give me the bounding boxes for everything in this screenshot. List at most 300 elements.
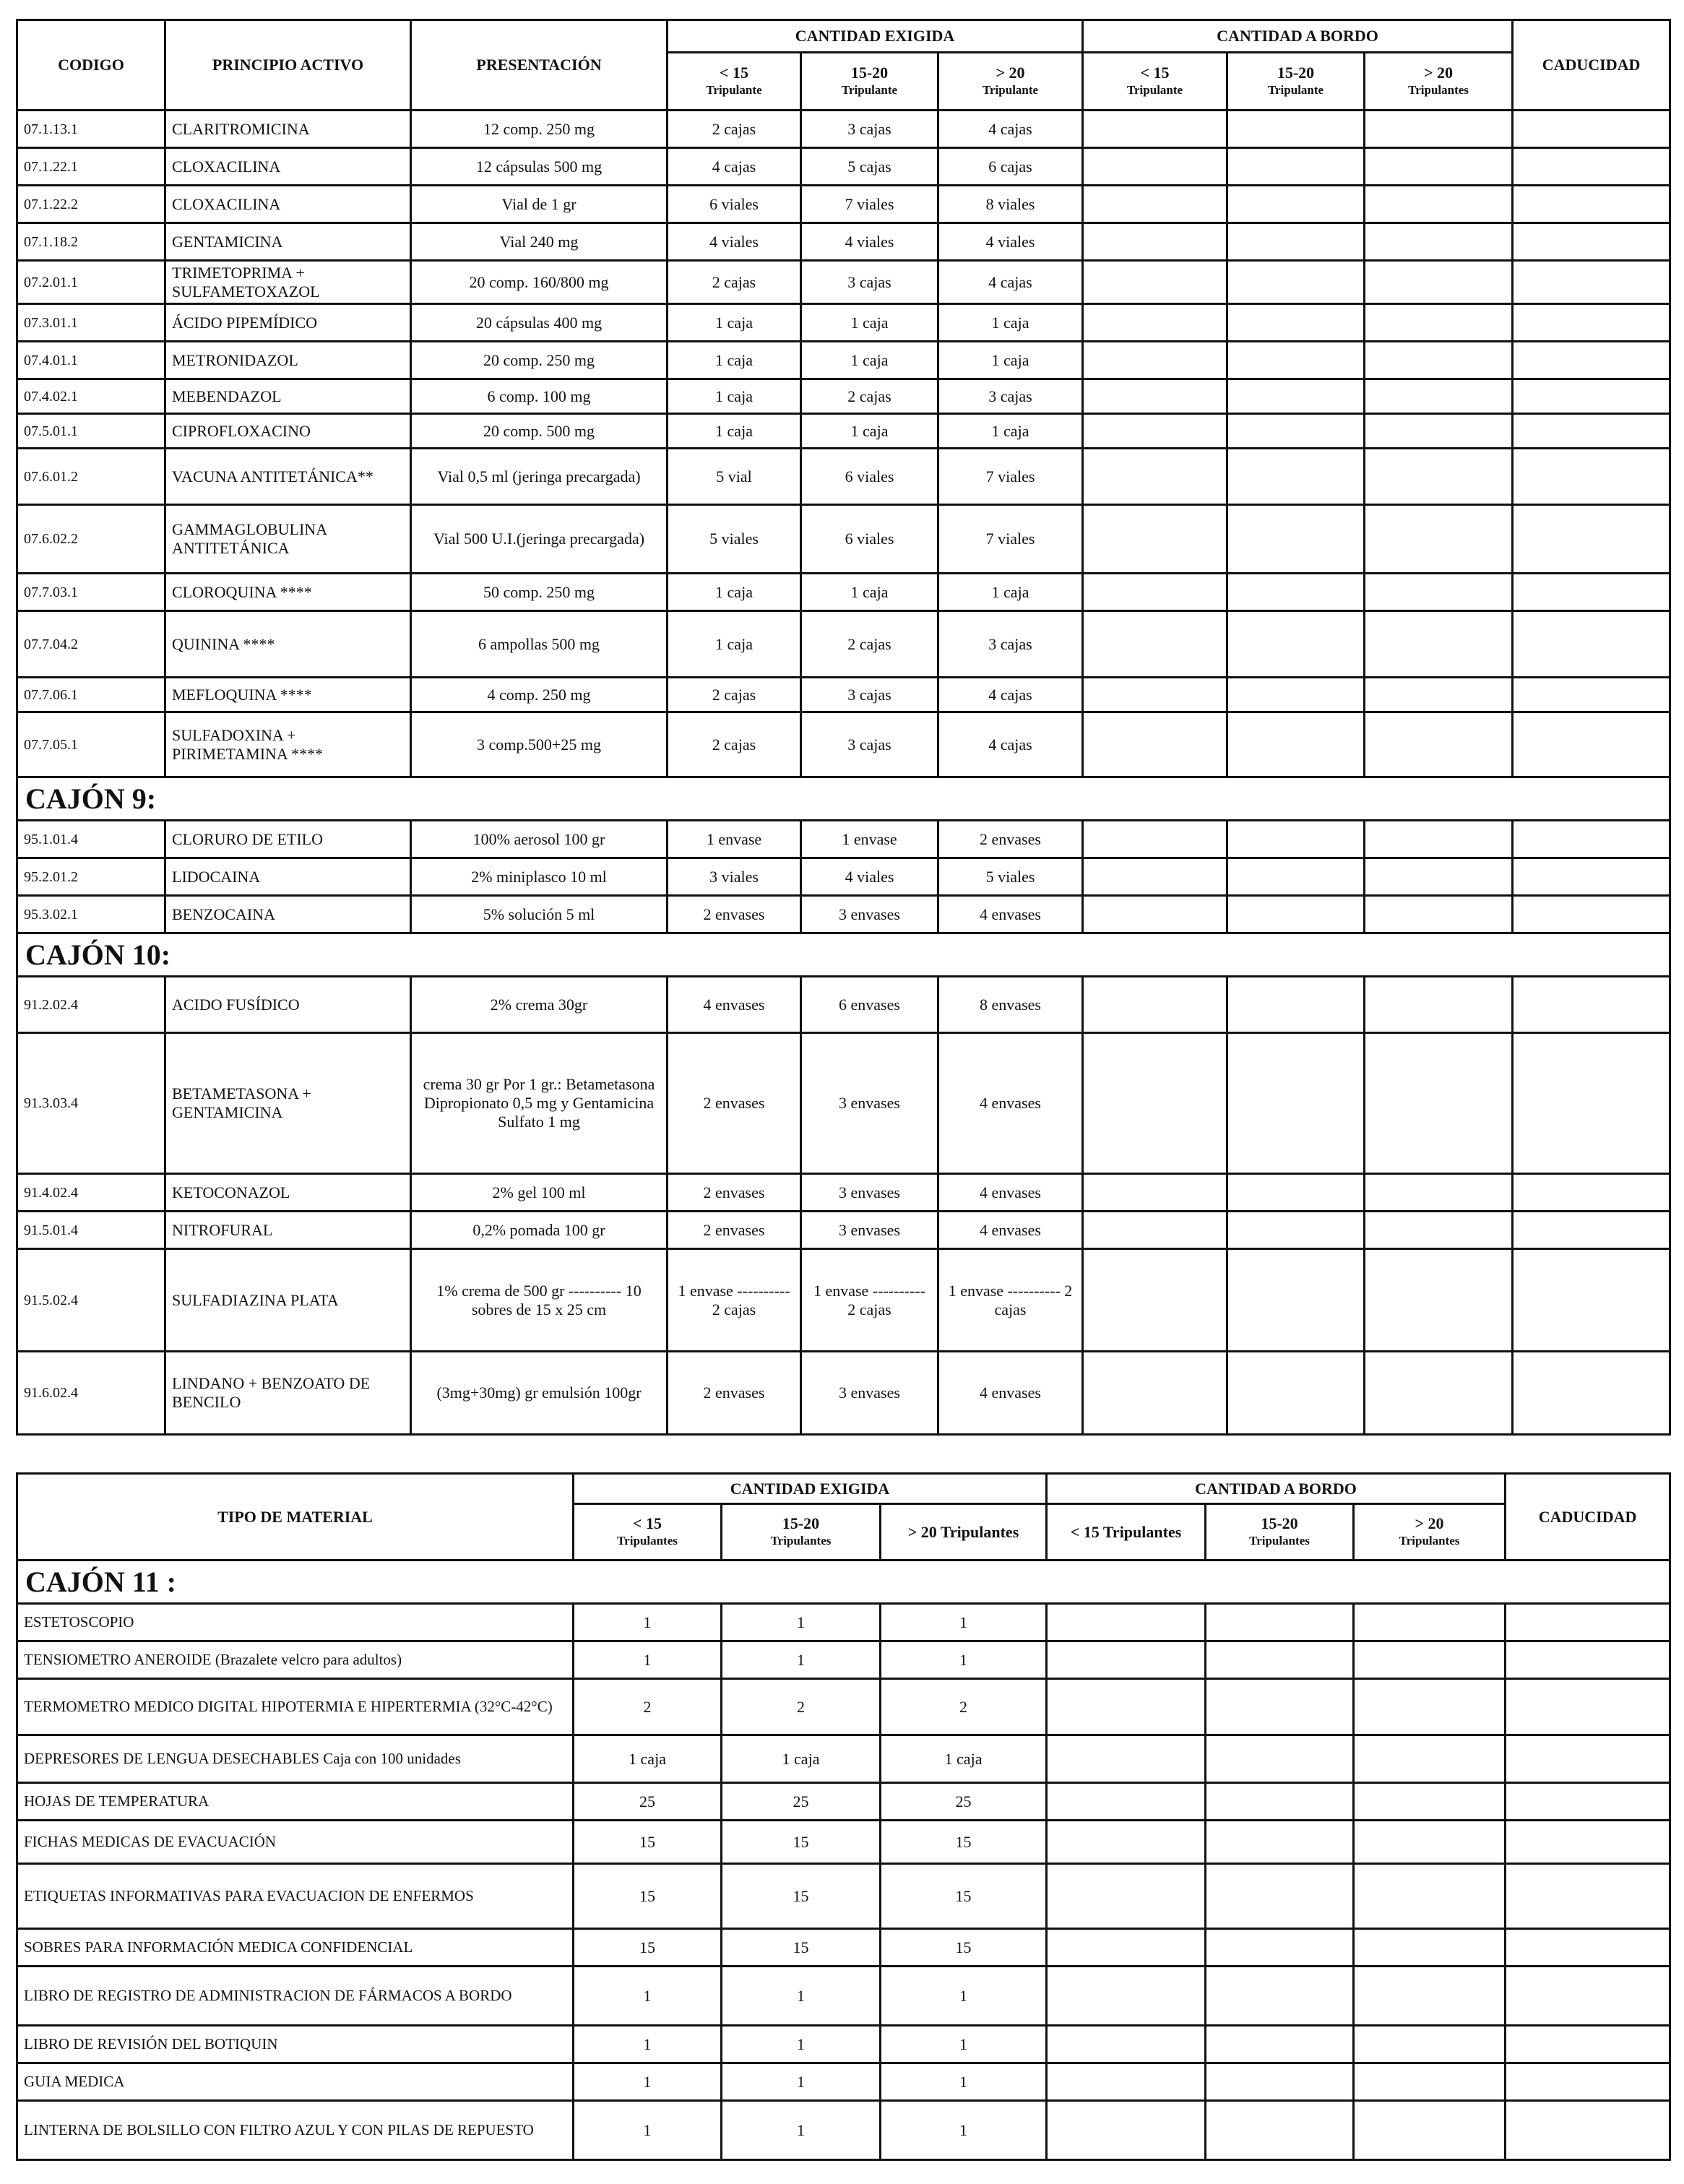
abordo-lt15-cell[interactable] [1083,414,1227,449]
exigida-lt15-cell: 2 cajas [668,678,801,712]
abordo-gt20-cell[interactable] [1354,1679,1506,1735]
caducidad-cell[interactable] [1513,414,1670,449]
abordo-gt20-cell[interactable] [1354,1641,1506,1679]
table-row [17,2101,1670,2160]
header-abordo-lt15: < 15 Tripulante [1083,53,1227,111]
exigida-15-20-cell: 25 [722,1783,881,1821]
abordo-lt15-cell[interactable] [1083,449,1227,505]
principio-cell: QUININA **** [165,611,411,678]
table-row [17,379,1670,414]
caducidad-cell[interactable] [1513,896,1670,933]
abordo-gt20-cell[interactable] [1365,821,1513,858]
header-exigida-15-20: 15-20 Tripulantes [722,1504,881,1561]
abordo-15-20-cell[interactable] [1206,1735,1354,1783]
table-row [17,342,1670,379]
code-cell: 07.5.01.1 [17,414,165,449]
code-cell: 07.4.02.1 [17,379,165,414]
abordo-lt15-cell[interactable] [1083,186,1227,223]
abordo-gt20-cell[interactable] [1365,712,1513,777]
abordo-15-20-cell[interactable] [1227,505,1365,574]
presentacion-cell: 6 ampollas 500 mg [411,611,668,678]
exigida-15-20-cell: 5 cajas [801,148,938,186]
table-row [17,111,1670,148]
abordo-gt20-cell[interactable] [1354,2026,1506,2063]
abordo-gt20-cell[interactable] [1365,414,1513,449]
section-cajon-11: CAJÓN 11 : [17,1561,1670,1604]
exigida-gt20-cell: 1 [881,1967,1047,2026]
exigida-lt15-cell: 2 cajas [668,261,801,304]
table-row [17,977,1670,1033]
caducidad-cell[interactable] [1506,1604,1670,1641]
header-codigo: CODIGO [17,20,165,111]
abordo-gt20-cell[interactable] [1365,1212,1513,1249]
abordo-15-20-cell[interactable] [1227,261,1365,304]
abordo-15-20-cell[interactable] [1227,821,1365,858]
code-cell: 07.1.22.1 [17,148,165,186]
caducidad-cell[interactable] [1506,1929,1670,1967]
header-exigida-15-20: 15-20 Tripulante [801,53,938,111]
abordo-lt15-cell[interactable] [1083,342,1227,379]
caducidad-cell[interactable] [1513,611,1670,678]
table-row [17,261,1670,304]
header-abordo-gt20: > 20 Tripulantes [1354,1504,1506,1561]
exigida-15-20-cell: 2 cajas [801,379,938,414]
exigida-gt20-cell: 8 viales [938,186,1083,223]
exigida-lt15-cell: 1 [574,2063,722,2101]
abordo-gt20-cell[interactable] [1354,1864,1506,1929]
abordo-lt15-cell[interactable] [1047,2026,1206,2063]
caducidad-cell[interactable] [1513,977,1670,1033]
exigida-15-20-cell: 15 [722,1821,881,1864]
presentacion-cell: 20 comp. 250 mg [411,342,668,379]
abordo-15-20-cell[interactable] [1227,1212,1365,1249]
code-cell: 07.6.02.2 [17,505,165,574]
abordo-15-20-cell[interactable] [1227,148,1365,186]
caducidad-cell[interactable] [1513,505,1670,574]
abordo-gt20-cell[interactable] [1354,1783,1506,1821]
table-row [17,1783,1670,1821]
material-cell: HOJAS DE TEMPERATURA [17,1783,574,1821]
table-row [17,223,1670,261]
table-row [17,449,1670,505]
exigida-gt20-cell: 4 viales [938,223,1083,261]
abordo-gt20-cell[interactable] [1354,1967,1506,2026]
caducidad-cell[interactable] [1513,1174,1670,1212]
exigida-15-20-cell: 6 envases [801,977,938,1033]
presentacion-cell: Vial 240 mg [411,223,668,261]
code-cell: 91.5.02.4 [17,1249,165,1352]
abordo-15-20-cell[interactable] [1227,611,1365,678]
caducidad-cell[interactable] [1513,1249,1670,1352]
caducidad-cell[interactable] [1513,712,1670,777]
principio-cell: LINDANO + BENZOATO DE BENCILO [165,1352,411,1435]
abordo-gt20-cell[interactable] [1365,342,1513,379]
code-cell: 07.1.22.2 [17,186,165,223]
exigida-lt15-cell: 4 viales [668,223,801,261]
abordo-15-20-cell[interactable] [1227,304,1365,342]
exigida-lt15-cell: 6 viales [668,186,801,223]
abordo-lt15-cell[interactable] [1083,261,1227,304]
exigida-15-20-cell: 3 envases [801,1174,938,1212]
abordo-15-20-cell[interactable] [1206,1679,1354,1735]
abordo-15-20-cell[interactable] [1227,977,1365,1033]
abordo-lt15-cell[interactable] [1083,379,1227,414]
exigida-lt15-cell: 1 [574,1604,722,1641]
exigida-lt15-cell: 2 envases [668,1174,801,1212]
abordo-gt20-cell[interactable] [1365,1033,1513,1174]
caducidad-cell[interactable] [1513,304,1670,342]
presentacion-cell: Vial de 1 gr [411,186,668,223]
exigida-gt20-cell: 2 [881,1679,1047,1735]
abordo-gt20-cell[interactable] [1365,1352,1513,1435]
abordo-15-20-cell[interactable] [1227,414,1365,449]
abordo-15-20-cell[interactable] [1227,858,1365,896]
abordo-gt20-cell[interactable] [1365,186,1513,223]
abordo-15-20-cell[interactable] [1227,342,1365,379]
principio-cell: ACIDO FUSÍDICO [165,977,411,1033]
material-cell: ETIQUETAS INFORMATIVAS PARA EVACUACION DE ENFERMOS [17,1864,574,1929]
caducidad-cell[interactable] [1513,821,1670,858]
principio-cell: MEBENDAZOL [165,379,411,414]
presentacion-cell: 20 comp. 500 mg [411,414,668,449]
exigida-gt20-cell: 3 cajas [938,611,1083,678]
exigida-gt20-cell: 1 caja [881,1735,1047,1783]
presentacion-cell: Vial 0,5 ml (jeringa precargada) [411,449,668,505]
caducidad-cell[interactable] [1506,1735,1670,1783]
code-cell: 91.2.02.4 [17,977,165,1033]
table-row [17,186,1670,223]
caducidad-cell[interactable] [1506,1641,1670,1679]
abordo-lt15-cell[interactable] [1083,111,1227,148]
principio-cell: TRIMETOPRIMA + SULFAMETOXAZOL [165,261,411,304]
abordo-gt20-cell[interactable] [1354,1929,1506,1967]
principio-cell: CLARITROMICINA [165,111,411,148]
presentacion-cell: 2% gel 100 ml [411,1174,668,1212]
exigida-gt20-cell: 4 cajas [938,678,1083,712]
presentacion-cell: 1% crema de 500 gr ---------- 10 sobres de 15 x 25 cm [411,1249,668,1352]
abordo-lt15-cell[interactable] [1083,611,1227,678]
abordo-lt15-cell[interactable] [1083,1174,1227,1212]
exigida-15-20-cell: 15 [722,1929,881,1967]
exigida-gt20-cell: 1 [881,2101,1047,2160]
abordo-gt20-cell[interactable] [1365,574,1513,611]
table-row [17,1033,1670,1174]
presentacion-cell: 3 comp.500+25 mg [411,712,668,777]
exigida-lt15-cell: 2 envases [668,1212,801,1249]
abordo-lt15-cell[interactable] [1083,977,1227,1033]
exigida-15-20-cell: 3 envases [801,896,938,933]
caducidad-cell[interactable] [1506,2026,1670,2063]
principio-cell: METRONIDAZOL [165,342,411,379]
caducidad-cell[interactable] [1506,1967,1670,2026]
abordo-15-20-cell[interactable] [1227,896,1365,933]
code-cell: 95.2.01.2 [17,858,165,896]
material-cell: SOBRES PARA INFORMACIÓN MEDICA CONFIDENCIAL [17,1929,574,1967]
table-row [17,1352,1670,1435]
principio-cell: CLOXACILINA [165,186,411,223]
abordo-lt15-cell[interactable] [1047,1783,1206,1821]
principio-cell: SULFADIAZINA PLATA [165,1249,411,1352]
exigida-gt20-cell: 3 cajas [938,379,1083,414]
exigida-gt20-cell: 25 [881,1783,1047,1821]
header-caducidad: CADUCIDAD [1513,20,1670,111]
exigida-15-20-cell: 2 cajas [801,611,938,678]
abordo-lt15-cell[interactable] [1047,1735,1206,1783]
abordo-lt15-cell[interactable] [1083,1352,1227,1435]
abordo-15-20-cell[interactable] [1227,1033,1365,1174]
caducidad-cell[interactable] [1506,1679,1670,1735]
presentacion-cell: Vial 500 U.I.(jeringa precargada) [411,505,668,574]
abordo-gt20-cell[interactable] [1354,1821,1506,1864]
abordo-lt15-cell[interactable] [1083,223,1227,261]
abordo-gt20-cell[interactable] [1365,678,1513,712]
abordo-15-20-cell[interactable] [1227,1174,1365,1212]
presentacion-cell: 12 cápsulas 500 mg [411,148,668,186]
code-cell: 07.7.05.1 [17,712,165,777]
exigida-gt20-cell: 7 viales [938,505,1083,574]
abordo-15-20-cell[interactable] [1206,2101,1354,2160]
abordo-lt15-cell[interactable] [1083,574,1227,611]
abordo-lt15-cell[interactable] [1047,2101,1206,2160]
exigida-15-20-cell: 1 [722,2063,881,2101]
exigida-15-20-cell: 1 [722,2026,881,2063]
exigida-15-20-cell: 3 envases [801,1352,938,1435]
code-cell: 91.5.01.4 [17,1212,165,1249]
presentacion-cell: 12 comp. 250 mg [411,111,668,148]
abordo-lt15-cell[interactable] [1083,1249,1227,1352]
code-cell: 07.3.01.1 [17,304,165,342]
abordo-gt20-cell[interactable] [1354,2101,1506,2160]
caducidad-cell[interactable] [1513,678,1670,712]
exigida-gt20-cell: 4 cajas [938,261,1083,304]
principio-cell: CIPROFLOXACINO [165,414,411,449]
abordo-lt15-cell[interactable] [1047,1929,1206,1967]
material-cell: LIBRO DE REVISIÓN DEL BOTIQUIN [17,2026,574,2063]
abordo-lt15-cell[interactable] [1047,1604,1206,1641]
caducidad-cell[interactable] [1513,111,1670,148]
abordo-15-20-cell[interactable] [1227,223,1365,261]
abordo-gt20-cell[interactable] [1365,304,1513,342]
exigida-lt15-cell: 1 caja [668,574,801,611]
abordo-gt20-cell[interactable] [1365,148,1513,186]
abordo-15-20-cell[interactable] [1206,2026,1354,2063]
material-cell: TERMOMETRO MEDICO DIGITAL HIPOTERMIA E HIPERTERMIA (32°C-42°C) [17,1679,574,1735]
presentacion-cell: 20 comp. 160/800 mg [411,261,668,304]
table-row [17,858,1670,896]
exigida-15-20-cell: 1 caja [801,342,938,379]
abordo-gt20-cell[interactable] [1365,505,1513,574]
exigida-lt15-cell: 1 envase ---------- 2 cajas [668,1249,801,1352]
table-row [17,1604,1670,1641]
abordo-gt20-cell[interactable] [1365,611,1513,678]
header-cantidad-a-bordo: CANTIDAD A BORDO [1083,20,1513,53]
exigida-gt20-cell: 4 envases [938,896,1083,933]
abordo-lt15-cell[interactable] [1083,712,1227,777]
header-abordo-15-20: 15-20 Tripulante [1227,53,1365,111]
exigida-lt15-cell: 5 viales [668,505,801,574]
material-cell: TENSIOMETRO ANEROIDE (Brazalete velcro para adultos) [17,1641,574,1679]
abordo-15-20-cell[interactable] [1227,712,1365,777]
presentacion-cell: 0,2% pomada 100 gr [411,1212,668,1249]
abordo-lt15-cell[interactable] [1083,1212,1227,1249]
caducidad-cell[interactable] [1506,1864,1670,1929]
abordo-gt20-cell[interactable] [1354,1735,1506,1783]
abordo-gt20-cell[interactable] [1365,977,1513,1033]
section-cajon-10: CAJÓN 10: [17,933,1670,977]
abordo-15-20-cell[interactable] [1227,379,1365,414]
header-cantidad-exigida: CANTIDAD EXIGIDA [668,20,1083,53]
table-row [17,414,1670,449]
abordo-15-20-cell[interactable] [1206,1783,1354,1821]
table-row [17,678,1670,712]
exigida-15-20-cell: 2 [722,1679,881,1735]
exigida-lt15-cell: 1 caja [668,304,801,342]
abordo-gt20-cell[interactable] [1354,1604,1506,1641]
code-cell: 95.3.02.1 [17,896,165,933]
exigida-15-20-cell: 3 cajas [801,678,938,712]
abordo-lt15-cell[interactable] [1083,1033,1227,1174]
abordo-15-20-cell[interactable] [1206,2063,1354,2101]
caducidad-cell[interactable] [1513,1033,1670,1174]
caducidad-cell[interactable] [1513,1212,1670,1249]
exigida-lt15-cell: 15 [574,1929,722,1967]
caducidad-cell[interactable] [1513,1352,1670,1435]
table-row [17,1249,1670,1352]
material-cell: DEPRESORES DE LENGUA DESECHABLES Caja con 100 unidades [17,1735,574,1783]
presentacion-cell: 2% miniplasco 10 ml [411,858,668,896]
caducidad-cell[interactable] [1506,1821,1670,1864]
header-caducidad: CADUCIDAD [1506,1474,1670,1561]
caducidad-cell[interactable] [1506,2063,1670,2101]
abordo-lt15-cell[interactable] [1083,505,1227,574]
caducidad-cell[interactable] [1513,223,1670,261]
abordo-15-20-cell[interactable] [1206,1604,1354,1641]
caducidad-cell[interactable] [1513,261,1670,304]
table-row [17,2063,1670,2101]
caducidad-cell[interactable] [1513,574,1670,611]
abordo-15-20-cell[interactable] [1206,1967,1354,2026]
abordo-15-20-cell[interactable] [1227,186,1365,223]
abordo-gt20-cell[interactable] [1365,1174,1513,1212]
header-exigida-lt15: < 15 Tripulantes [574,1504,722,1561]
exigida-15-20-cell: 15 [722,1864,881,1929]
abordo-lt15-cell[interactable] [1083,678,1227,712]
exigida-15-20-cell: 7 viales [801,186,938,223]
table-row [17,1967,1670,2026]
abordo-15-20-cell[interactable] [1227,1249,1365,1352]
abordo-gt20-cell[interactable] [1365,379,1513,414]
exigida-gt20-cell: 1 [881,1604,1047,1641]
caducidad-cell[interactable] [1513,449,1670,505]
abordo-lt15-cell[interactable] [1047,2063,1206,2101]
abordo-gt20-cell[interactable] [1365,449,1513,505]
exigida-gt20-cell: 1 envase ---------- 2 cajas [938,1249,1083,1352]
abordo-gt20-cell[interactable] [1365,111,1513,148]
exigida-15-20-cell: 3 cajas [801,712,938,777]
abordo-lt15-cell[interactable] [1083,896,1227,933]
caducidad-cell[interactable] [1506,2101,1670,2160]
principio-cell: CLORURO DE ETILO [165,821,411,858]
caducidad-cell[interactable] [1506,1783,1670,1821]
abordo-lt15-cell[interactable] [1047,1679,1206,1735]
table-row [17,1864,1670,1929]
table-row [17,1641,1670,1679]
material-cell: ESTETOSCOPIO [17,1604,574,1641]
exigida-15-20-cell: 1 [722,1604,881,1641]
exigida-gt20-cell: 15 [881,1864,1047,1929]
abordo-15-20-cell[interactable] [1227,1352,1365,1435]
abordo-15-20-cell[interactable] [1206,1929,1354,1967]
abordo-gt20-cell[interactable] [1365,858,1513,896]
abordo-15-20-cell[interactable] [1206,1641,1354,1679]
exigida-lt15-cell: 1 caja [668,611,801,678]
abordo-lt15-cell[interactable] [1083,821,1227,858]
exigida-15-20-cell: 1 caja [801,304,938,342]
abordo-gt20-cell[interactable] [1354,2063,1506,2101]
table-row [17,505,1670,574]
exigida-lt15-cell: 1 caja [668,342,801,379]
abordo-lt15-cell[interactable] [1083,148,1227,186]
presentacion-cell: 50 comp. 250 mg [411,574,668,611]
exigida-gt20-cell: 4 cajas [938,712,1083,777]
presentacion-cell: 20 cápsulas 400 mg [411,304,668,342]
presentacion-cell: 5% solución 5 ml [411,896,668,933]
exigida-15-20-cell: 4 viales [801,858,938,896]
exigida-gt20-cell: 4 envases [938,1174,1083,1212]
abordo-lt15-cell[interactable] [1047,1864,1206,1929]
abordo-lt15-cell[interactable] [1047,1821,1206,1864]
principio-cell: VACUNA ANTITETÁNICA** [165,449,411,505]
presentacion-cell: 6 comp. 100 mg [411,379,668,414]
abordo-15-20-cell[interactable] [1206,1864,1354,1929]
abordo-gt20-cell[interactable] [1365,1249,1513,1352]
abordo-gt20-cell[interactable] [1365,223,1513,261]
exigida-lt15-cell: 2 cajas [668,111,801,148]
code-cell: 07.2.01.1 [17,261,165,304]
table-row [17,574,1670,611]
abordo-lt15-cell[interactable] [1047,1641,1206,1679]
caducidad-cell[interactable] [1513,186,1670,223]
exigida-lt15-cell: 1 caja [668,414,801,449]
abordo-lt15-cell[interactable] [1083,304,1227,342]
abordo-gt20-cell[interactable] [1365,261,1513,304]
code-cell: 07.6.01.2 [17,449,165,505]
table-row [17,821,1670,858]
exigida-15-20-cell: 6 viales [801,449,938,505]
code-cell: 07.7.06.1 [17,678,165,712]
exigida-gt20-cell: 1 caja [938,304,1083,342]
abordo-gt20-cell[interactable] [1365,896,1513,933]
abordo-lt15-cell[interactable] [1047,1967,1206,2026]
exigida-gt20-cell: 1 [881,2063,1047,2101]
exigida-gt20-cell: 4 envases [938,1212,1083,1249]
caducidad-cell[interactable] [1513,342,1670,379]
abordo-15-20-cell[interactable] [1227,111,1365,148]
caducidad-cell[interactable] [1513,379,1670,414]
abordo-15-20-cell[interactable] [1227,449,1365,505]
caducidad-cell[interactable] [1513,148,1670,186]
abordo-15-20-cell[interactable] [1227,678,1365,712]
table-row [17,1821,1670,1864]
abordo-lt15-cell[interactable] [1083,858,1227,896]
principio-cell: LIDOCAINA [165,858,411,896]
caducidad-cell[interactable] [1513,858,1670,896]
presentacion-cell: 2% crema 30gr [411,977,668,1033]
principio-cell: NITROFURAL [165,1212,411,1249]
abordo-15-20-cell[interactable] [1227,574,1365,611]
principio-cell: CLOROQUINA **** [165,574,411,611]
abordo-15-20-cell[interactable] [1206,1821,1354,1864]
